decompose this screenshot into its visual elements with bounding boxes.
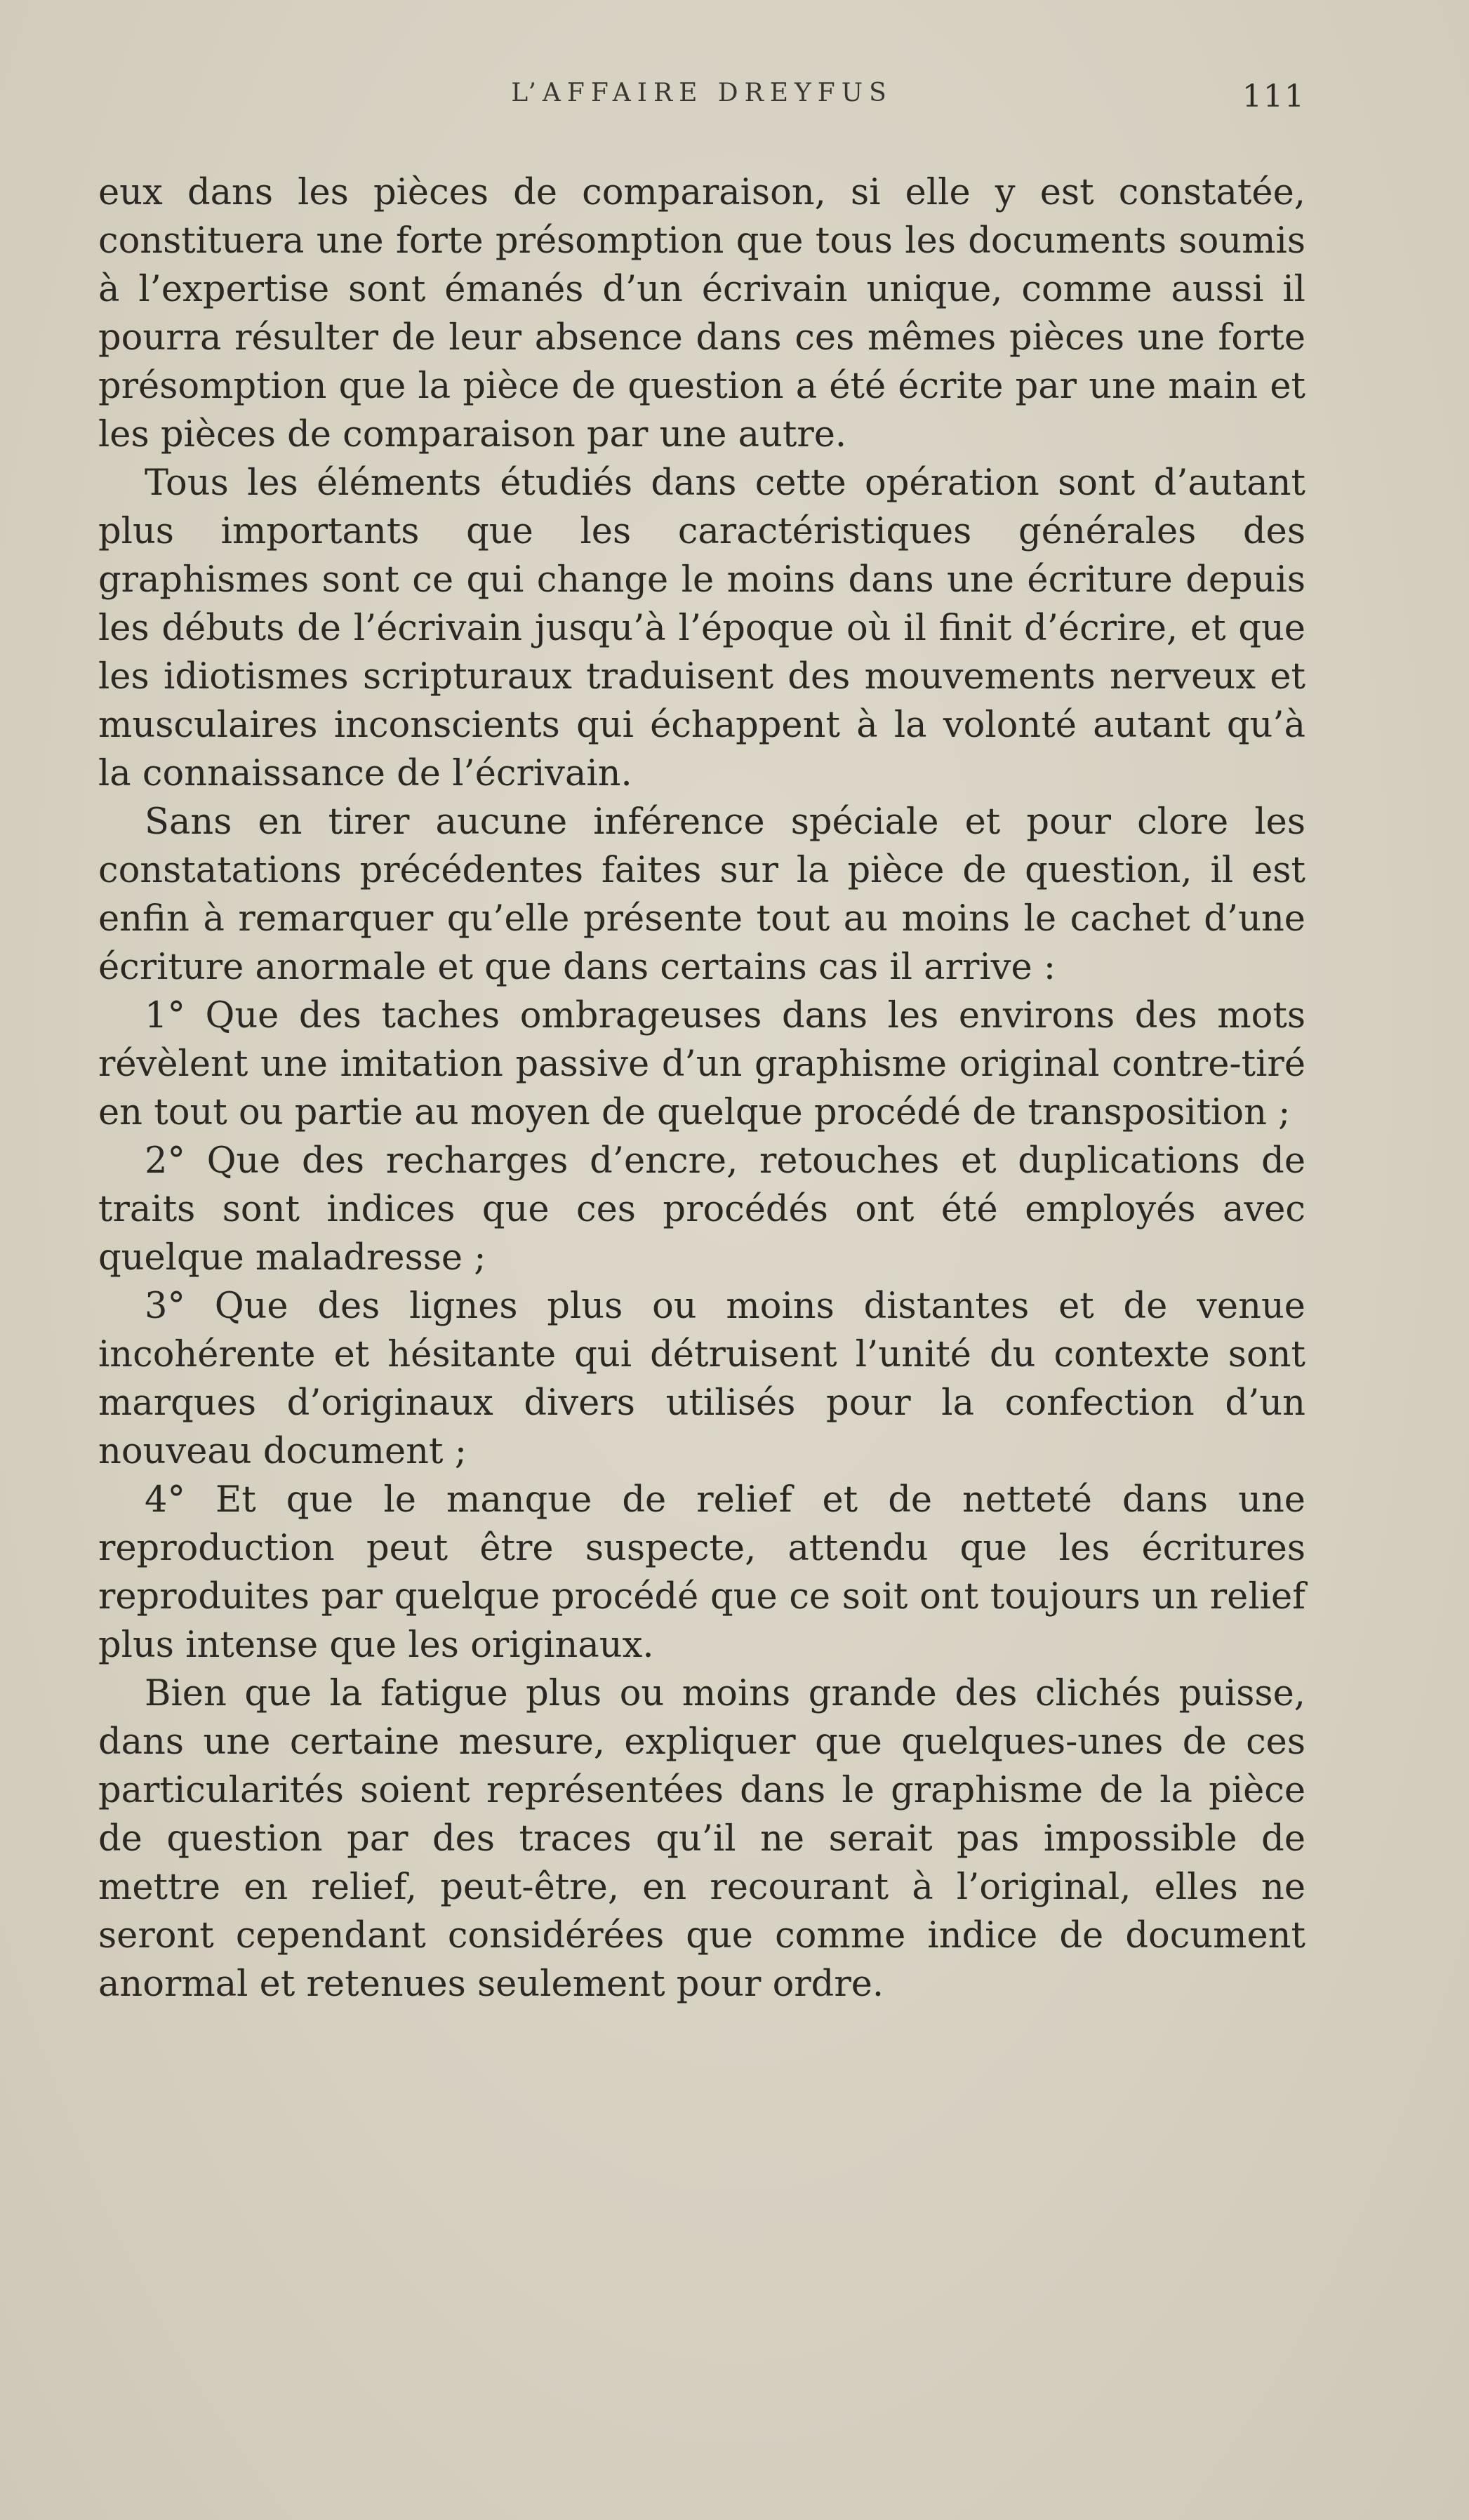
running-title: L’AFFAIRE DREYFUS (511, 79, 893, 107)
list-item-1: 1° Que des taches ombrageuses dans les environs des mots révèlent une imitation passive d’un graphisme original contre-tiré en tout ou partie au moyen de quelque procédé de transposition ; (98, 995, 1305, 1133)
paragraph-elements-etudies: Tous les éléments étudiés dans cette opération sont d’autant plus importants que les caractéristiques générales des graphismes sont ce qui change le moins dans une écriture depuis les débuts de l’écrivain jusqu’à l’époque où il finit d’écrire, et que les idiotismes scripturaux traduisent des mouvements nerveux et musculaires inconscients qui échappent à la volonté autant qu’à la connaissance de l’écrivain. (98, 462, 1305, 794)
list-item-4: 4° Et que le manque de relief et de netteté dans une reproduction peut être suspecte, attendu que les écritures reproduites par quelque procédé que ce soit ont toujours un relief plus intense que les originaux. (98, 1479, 1305, 1666)
list-item-3: 3° Que des lignes plus ou moins distantes et de venue incohérente et hésitante qui détruisent l’unité du contexte sont marques d’originaux divers utilisés pour la confection d’un nouveau document ; (98, 1286, 1305, 1472)
page-number: 111 (1242, 79, 1305, 114)
list-item-2: 2° Que des recharges d’encre, retouches et duplications de traits sont indices que ces procédés ont été employés avec quelque maladresse ; (98, 1140, 1305, 1279)
paragraph-continuation: eux dans les pièces de comparaison, si elle y est constatée, constituera une forte présomption que tous les documents soumis à l’expertise sont émanés d’un écrivain unique, comme aussi il pourra résulter de leur absence dans ces mêmes pièces une forte présomption que la pièce de question a été écrite par une main et les pièces de comparaison par une autre. (98, 172, 1305, 455)
body-text (98, 168, 1305, 2008)
paragraph-sans-en-tirer: Sans en tirer aucune inférence spéciale et pour clore les constatations précédentes faites sur la pièce de question, il est enfin à remarquer qu’elle présente tout au moins le cachet d’une écriture anormale et que dans certains cas il arrive : (98, 801, 1305, 988)
paragraph-bien-que: Bien que la fatigue plus ou moins grande des clichés puisse, dans une certaine mesure, expliquer que quelques-unes de ces particularités soient représentées dans le graphisme de la pièce de question par des traces qu’il ne serait pas impossible de mettre en relief, peut-être, en recourant à l’original, elles ne seront cependant considérées que comme indice de document anormal et retenues seulement pour ordre. (98, 1673, 1305, 2005)
running-head (98, 79, 1305, 121)
